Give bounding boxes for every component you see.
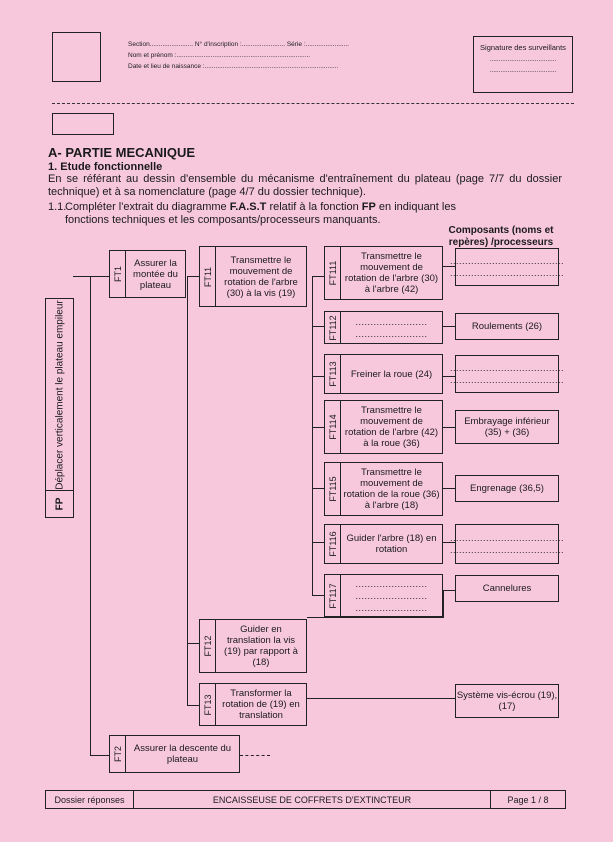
- section-label: Section: [128, 41, 150, 48]
- question-text: 1.1. Compléter l'extrait du diagramme F.A.S.T relatif à la fonction FP en indiquant les fonctions techniques et les composants/processeurs manquants.: [48, 201, 456, 226]
- component-ft115: Engrenage (36,5): [455, 475, 559, 502]
- ft2-box: FT2 Assurer la descente du plateau: [109, 735, 240, 773]
- ft117-box: FT117 ........................ ........................ ........................: [324, 574, 443, 617]
- footer: [45, 790, 566, 809]
- component-ft111[interactable]: ...................................... ......................................: [455, 248, 559, 286]
- name-label: Nom et prénom :: [128, 52, 177, 59]
- ft1-box: FT1 Assurer la montée du plateau: [109, 250, 186, 298]
- ft116-box: FT116 Guider l'arbre (18) en rotation: [324, 524, 443, 564]
- photo-box: [52, 32, 101, 82]
- ft11-box: FT11 Transmettre le mouvement de rotation de l'arbre (30) à la vis (19): [199, 246, 307, 307]
- component-ft116[interactable]: ...................................... ......................................: [455, 524, 559, 564]
- ft111-box: FT111 Transmettre le mouvement de rotation de l'arbre (30) à l'arbre (42): [324, 246, 443, 300]
- component-ft13: Système vis-écrou (19),(17): [455, 684, 559, 718]
- ft115-box: FT115 Transmettre le mouvement de rotation de la roue (36) à l'arbre (18): [324, 462, 443, 516]
- components-header: Composants (noms et repères) /processeurs: [448, 225, 554, 248]
- signature-box: Signature des surveillants ..................................... .....................................: [473, 36, 573, 93]
- component-ft117: Cannelures: [455, 575, 559, 602]
- section-subtitle: 1. Etude fonctionnelle: [48, 161, 163, 173]
- fp-code: FP: [54, 497, 65, 511]
- birth-label: Date et lieu de naissance :: [128, 63, 205, 70]
- part-title: A- PARTIE MECANIQUE: [48, 145, 196, 160]
- footer-center: ENCAISSEUSE DE COFFRETS D'EXTINCTEUR: [134, 791, 491, 808]
- grade-box: [52, 113, 114, 135]
- fp-label: Déplacer verticalement le plateau empileur: [54, 299, 65, 490]
- ft12-box: FT12 Guider en translation la vis (19) par rapport à (18): [199, 619, 307, 673]
- ft113-box: FT113 Freiner la roue (24): [324, 354, 443, 394]
- ft13-box: FT13 Transformer la rotation de (19) en translation: [199, 683, 307, 726]
- component-ft113[interactable]: ...................................... ......................................: [455, 355, 559, 393]
- cut-line: [52, 103, 574, 104]
- signature-label: Signature des surveillants: [480, 43, 566, 52]
- ft114-box: FT114 Transmettre le mouvement de rotation de l'arbre (42) à la roue (36): [324, 400, 443, 454]
- inscription-label: N° d'inscription :: [194, 41, 242, 48]
- fp-function-box: [45, 298, 74, 518]
- component-ft112: Roulements (26): [455, 313, 559, 340]
- serie-label: Série :: [286, 41, 306, 48]
- ft112-box: FT112 ........................ ........................: [324, 311, 443, 344]
- intro-text: En se référant au dessin d'ensemble du mécanisme d'entraînement du plateau (page 7/7 du dossier technique) et à sa nomenclature (page 4/7 du dossier technique).: [48, 173, 562, 198]
- header-fields: Section........................ N° d'inscription :........................ Série :........................ Nom et prénom :.......................................................................... Date et lieu de naissance :..........................................................................: [128, 41, 349, 70]
- footer-left: Dossier réponses: [46, 791, 134, 808]
- footer-page: Page 1 / 8: [507, 794, 549, 805]
- component-ft114: Embrayage inférieur (35) + (36): [455, 410, 559, 444]
